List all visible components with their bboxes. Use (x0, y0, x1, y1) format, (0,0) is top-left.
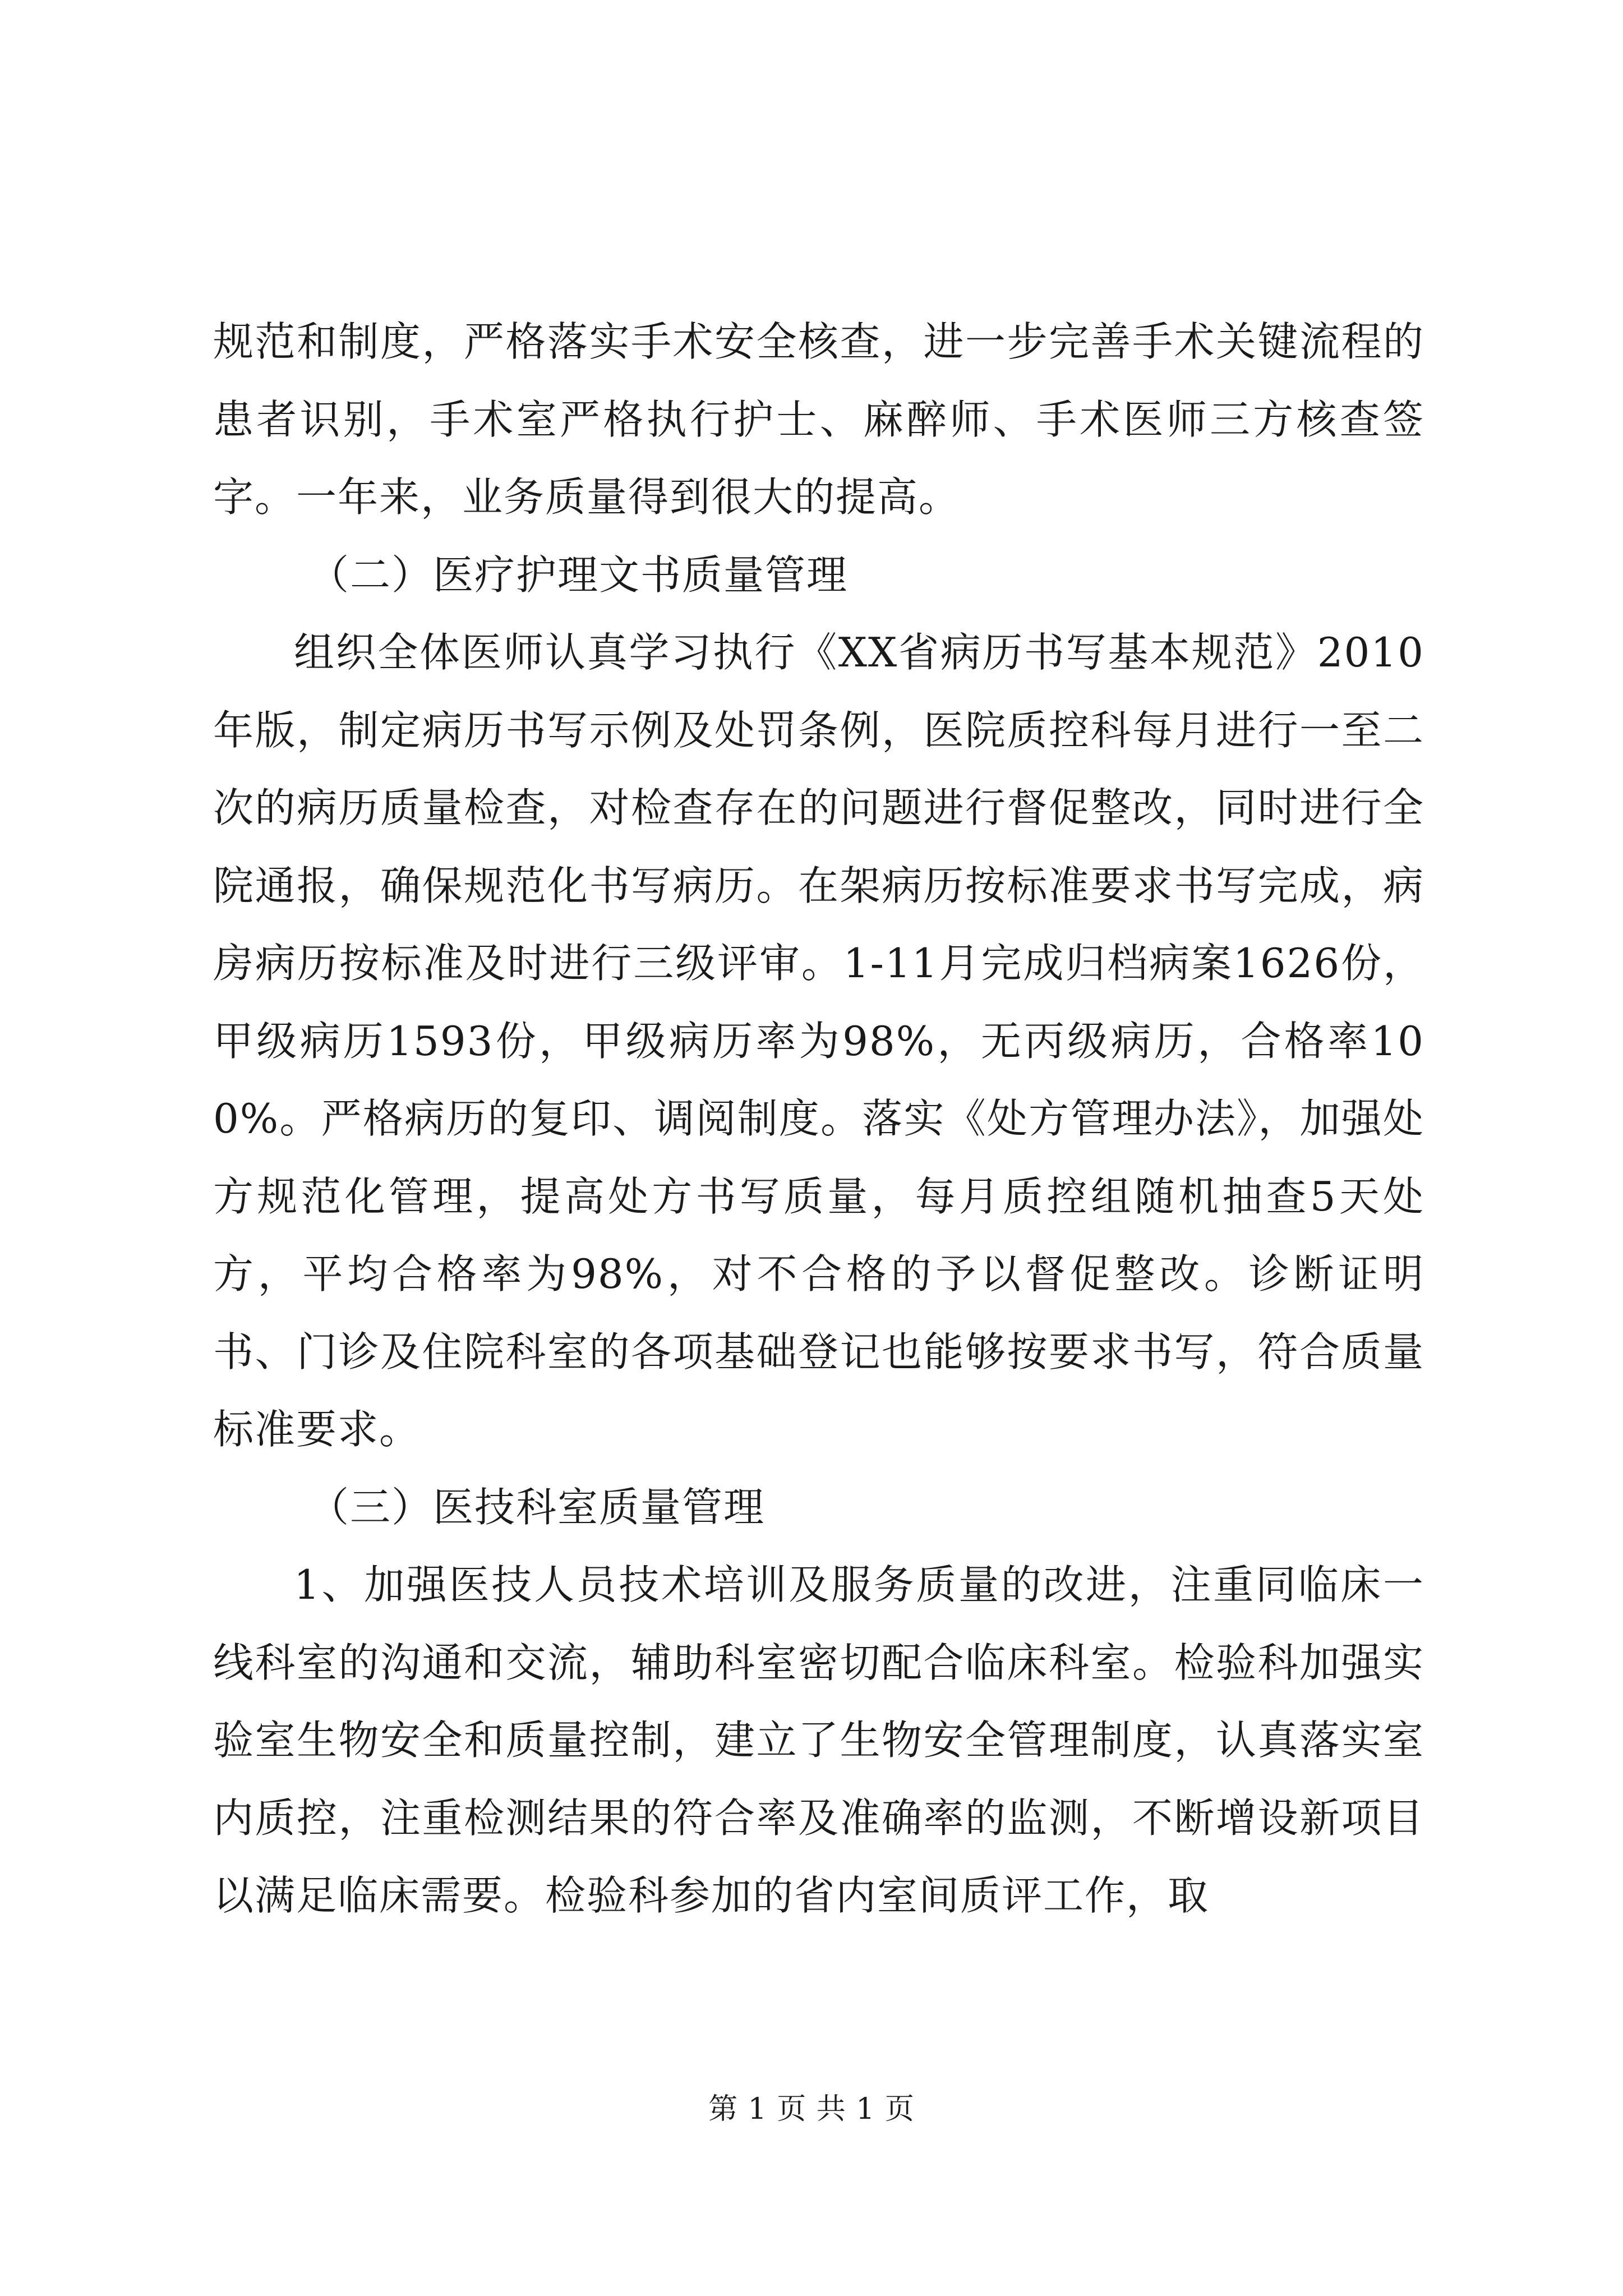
paragraph-surgery-safety: 规范和制度，严格落实手术安全核查，进一步完善手术关键流程的患者识别，手术室严格执行护士、麻醉师、手术医师三方核查签字。一年来，业务质量得到很大的提高。 (213, 318, 1424, 521)
page-footer: 第 1 页 共 1 页 (708, 2092, 915, 2126)
document-body (213, 303, 1424, 1935)
paragraph-medical-tech: 1、加强医技人员技术培训及服务质量的改进，注重同临床一线科室的沟通和交流，辅助科室密切配合临床科室。检验科加强实验室生物安全和质量控制，建立了生物安全管理制度，认真落实室内质控，注重检测结果的符合率及准确率的监测，不断增设新项目以满足临床需要。检验科参加的省内室间质评工作，取 (213, 1561, 1424, 1919)
section-heading-medical-records: （二）医疗护理文书质量管理 (308, 551, 849, 599)
section-heading-medical-tech: （三）医技科室质量管理 (308, 1483, 766, 1531)
paragraph-medical-records: 组织全体医师认真学习执行《XX省病历书写基本规范》2010年版，制定病历书写示例及处罚条例，医院质控科每月进行一至二次的病历质量检查，对检查存在的问题进行督促整改，同时进行全院通报，确保规范化书写病历。在架病历按标准要求书写完成，病房病历按标准及时进行三级评审。1-11月完成归档病案1626份，甲级病历1593份，甲级病历率为98%，无丙级病历，合格率100%。严格病历的复印、调阅制度。落实《处方管理办法》，加强处方规范化管理，提高处方书写质量，每月质控组随机抽查5天处方，平均合格率为98%，对不合格的予以督促整改。诊断证明书、门诊及住院科室的各项基础登记也能够按要求书写，符合质量标准要求。 (213, 629, 1424, 1453)
